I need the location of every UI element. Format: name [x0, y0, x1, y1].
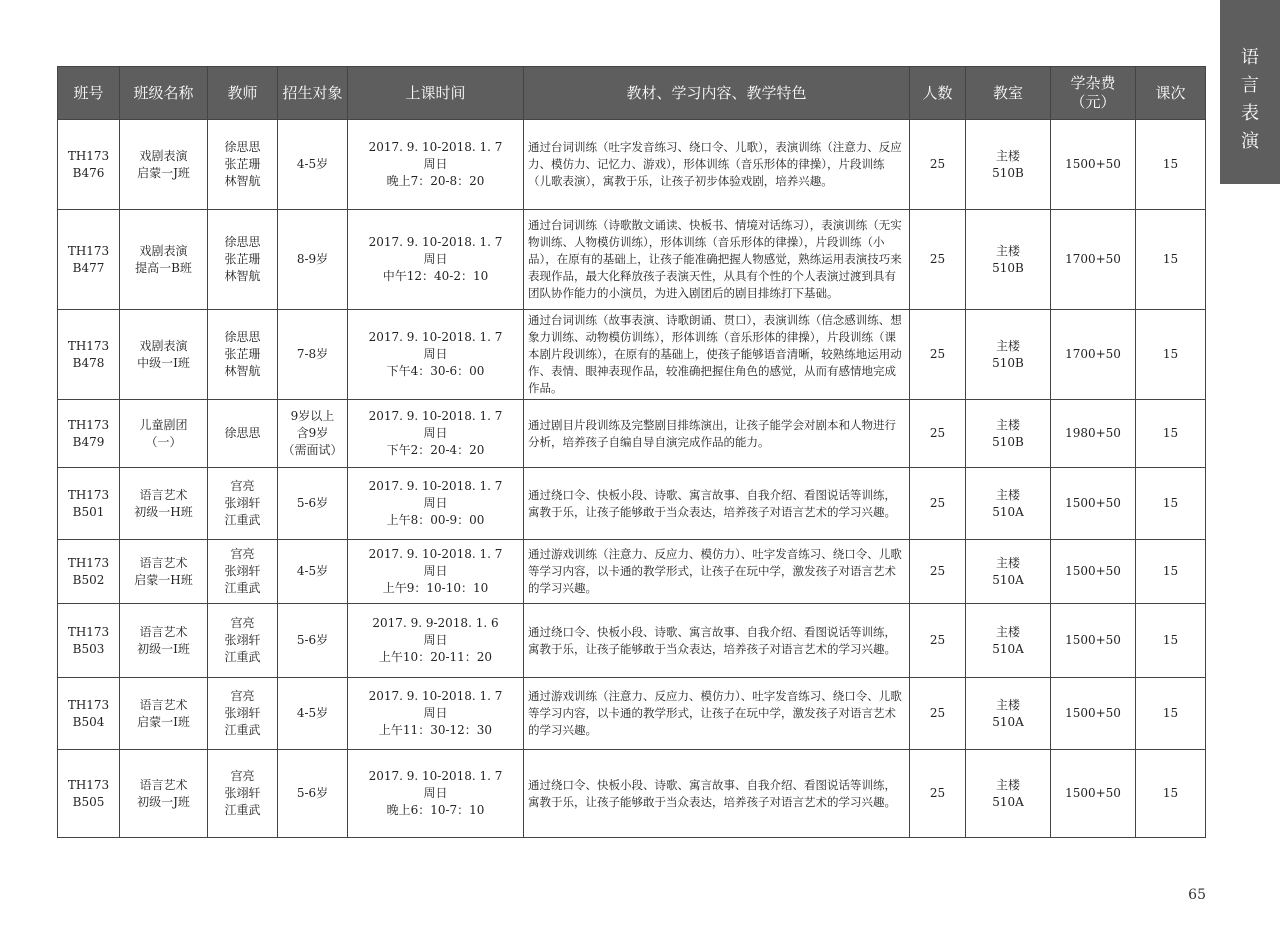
classroom: [966, 678, 1051, 750]
class-time-line: 晚上6：10-7：10: [386, 803, 485, 817]
teacher-line: 宫亮: [230, 547, 255, 561]
class-time-line: 周日: [423, 786, 448, 800]
class-time: [348, 120, 524, 210]
target-age-line: 5-6岁: [296, 786, 329, 800]
side-tab-char: 表: [1241, 103, 1259, 124]
teacher: [208, 468, 278, 540]
class-time-line: 周日: [423, 252, 448, 266]
teacher: [208, 750, 278, 838]
classroom-line: 510A: [992, 714, 1024, 729]
session-count: 15: [1136, 210, 1206, 310]
student-count: 25: [910, 400, 966, 468]
class-name-line: 语言艺术: [139, 624, 188, 639]
class-time-line: 上午11：30-12：30: [378, 723, 493, 737]
class-name-line: 语言艺术: [139, 697, 188, 712]
classroom-line: 主楼: [995, 555, 1020, 570]
class-time-line: 2017. 9. 9-2018. 1. 6: [372, 616, 499, 630]
class-name-line: 戏剧表演: [139, 338, 188, 353]
teacher-line: 张翊轩: [224, 706, 261, 720]
header-count: 人数: [910, 67, 966, 120]
class-code-line: TH173: [67, 624, 110, 639]
fee: 1500+50: [1051, 540, 1136, 604]
session-count: 15: [1136, 678, 1206, 750]
teacher-line: 林智航: [224, 364, 261, 378]
classroom: [966, 468, 1051, 540]
class-time: [348, 210, 524, 310]
course-content: 通过剧目片段训练及完整剧目排练演出，让孩子能学会对剧本和人物进行分析，培养孩子自编自导自演完成作品的能力。: [524, 400, 910, 468]
course-content: 通过绕口令、快板小段、诗歌、寓言故事、自我介绍、看图说话等训练，寓教于乐，让孩子能够敢于当众表达，培养孩子对语言艺术的学习兴趣。: [524, 604, 910, 678]
teacher-line: 徐思思: [224, 140, 261, 154]
target-age-line: （需面试）: [282, 443, 343, 457]
class-code: [58, 604, 120, 678]
header-content: 教材、学习内容、教学特色: [524, 67, 910, 120]
student-count: 25: [910, 120, 966, 210]
course-content: 通过绕口令、快板小段、诗歌、寓言故事、自我介绍、看图说话等训练，寓教于乐，让孩子能够敢于当众表达，培养孩子对语言艺术的学习兴趣。: [524, 750, 910, 838]
table-row: [58, 468, 1206, 540]
fee: 1700+50: [1051, 310, 1136, 400]
session-count: 15: [1136, 540, 1206, 604]
fee: 1500+50: [1051, 604, 1136, 678]
class-time-line: 2017. 9. 10-2018. 1. 7: [368, 235, 503, 249]
class-code-line: B503: [72, 641, 105, 656]
teacher-line: 张翊轩: [224, 786, 261, 800]
class-time: [348, 678, 524, 750]
teacher-line: 张翊轩: [224, 633, 261, 647]
teacher-line: 张芷珊: [224, 347, 261, 361]
teacher-line: 江重武: [224, 581, 261, 595]
teacher-line: 张芷珊: [224, 252, 261, 266]
class-code: [58, 750, 120, 838]
class-time-line: 下午4：30-6：00: [386, 364, 485, 378]
class-code: [58, 678, 120, 750]
section-side-tab: [1220, 0, 1280, 184]
fee: 1500+50: [1051, 468, 1136, 540]
course-content: 通过台词训练（吐字发音练习、绕口令、儿歌），表演训练（注意力、反应力、模仿力、记忆力、游戏），形体训练（音乐形体的律操），片段训练（儿歌表演），寓教于乐，让孩子初步体验戏剧，培养兴趣。: [524, 120, 910, 210]
teacher: [208, 604, 278, 678]
class-name-line: 初级一H班: [134, 504, 193, 519]
teacher: [208, 210, 278, 310]
class-schedule-table: [57, 66, 1206, 838]
classroom: [966, 210, 1051, 310]
class-code: [58, 120, 120, 210]
session-count: 15: [1136, 400, 1206, 468]
header-time: 上课时间: [348, 67, 524, 120]
class-name-line: 启蒙一I班: [137, 714, 190, 729]
student-count: 25: [910, 310, 966, 400]
header-row: [58, 67, 1206, 120]
fee: 1500+50: [1051, 750, 1136, 838]
course-content: 通过游戏训练（注意力、反应力、模仿力）、吐字发音练习、绕口令、儿歌等学习内容，以卡通的教学形式，让孩子在玩中学，激发孩子对语言艺术的学习兴趣。: [524, 540, 910, 604]
student-count: 25: [910, 750, 966, 838]
classroom-line: 510A: [992, 641, 1024, 656]
class-time-line: 2017. 9. 10-2018. 1. 7: [368, 769, 503, 783]
table-row: [58, 604, 1206, 678]
target-age-line: 5-6岁: [296, 633, 329, 647]
class-code-line: B501: [72, 504, 105, 519]
header-fee-label: 学杂费: [1070, 74, 1116, 92]
class-code-line: B504: [72, 714, 105, 729]
classroom: [966, 750, 1051, 838]
class-code: [58, 310, 120, 400]
target-age: [278, 750, 348, 838]
course-content: 通过台词训练（诗歌散文诵读、快板书、情境对话练习），表演训练（无实物训练、人物模仿训练），形体训练（音乐形体的律操），片段训练（小品），在原有的基础上，让孩子能准确把握人物感觉，熟练运用表演技巧来表现作品，最大化释放孩子表演天性，从具有个性的个人表演过渡到具有团队协作能力的小演员，为进入剧团后的剧目排练打下基础。: [524, 210, 910, 310]
class-name-line: 初级一I班: [137, 641, 190, 656]
target-age: [278, 400, 348, 468]
classroom-line: 510B: [992, 355, 1024, 370]
teacher-line: 江重武: [224, 723, 261, 737]
header-fee: [1051, 67, 1136, 120]
course-content: 通过台词训练（故事表演、诗歌朗诵、贯口），表演训练（信念感训练、想象力训练、动物模仿训练），形体训练（音乐形体的律操），片段训练（课本剧片段训练），在原有的基础上，使孩子能够语音清晰，较熟练地运用动作、表情、眼神表现作品，较准确把握住角色的感觉，从而有感情地完成作品。: [524, 310, 910, 400]
header-target: 招生对象: [278, 67, 348, 120]
class-name-line: 戏剧表演: [139, 148, 188, 163]
teacher-line: 江重武: [224, 650, 261, 664]
course-content: 通过游戏训练（注意力、反应力、模仿力）、吐字发音练习、绕口令、儿歌等学习内容，以卡通的教学形式，让孩子在玩中学，激发孩子对语言艺术的学习兴趣。: [524, 678, 910, 750]
class-code-line: TH173: [67, 555, 110, 570]
class-time-line: 上午10：20-11：20: [378, 650, 493, 664]
page-number: 65: [1188, 887, 1206, 903]
table-row: [58, 400, 1206, 468]
target-age: [278, 540, 348, 604]
classroom-line: 510A: [992, 794, 1024, 809]
schedule-body: [58, 120, 1206, 838]
class-code: [58, 468, 120, 540]
teacher-line: 林智航: [224, 269, 261, 283]
class-name-line: 语言艺术: [139, 777, 188, 792]
class-name-line: 语言艺术: [139, 555, 188, 570]
class-time: [348, 400, 524, 468]
fee: 1980+50: [1051, 400, 1136, 468]
class-time-line: 晚上7：20-8：20: [386, 174, 485, 188]
class-time-line: 下午2：20-4：20: [386, 443, 485, 457]
side-tab-char: 语: [1241, 47, 1259, 68]
student-count: 25: [910, 468, 966, 540]
class-code-line: TH173: [67, 338, 110, 353]
class-code-line: TH173: [67, 148, 110, 163]
target-age-line: 4-5岁: [296, 157, 329, 171]
class-name-line: 中级一I班: [137, 355, 190, 370]
classroom: [966, 400, 1051, 468]
table-row: [58, 540, 1206, 604]
class-code-line: B505: [72, 794, 105, 809]
target-age-line: 8-9岁: [296, 252, 329, 266]
target-age: [278, 678, 348, 750]
student-count: 25: [910, 678, 966, 750]
class-time-line: 周日: [423, 706, 448, 720]
class-time-line: 2017. 9. 10-2018. 1. 7: [368, 547, 503, 561]
classroom-line: 主楼: [995, 697, 1020, 712]
side-tab-char: 言: [1241, 75, 1259, 96]
class-code-line: B476: [72, 165, 105, 180]
class-code-line: B479: [72, 434, 105, 449]
classroom-line: 510A: [992, 572, 1024, 587]
table-row: [58, 210, 1206, 310]
teacher-line: 张芷珊: [224, 157, 261, 171]
teacher: [208, 400, 278, 468]
class-time: [348, 310, 524, 400]
class-time-line: 2017. 9. 10-2018. 1. 7: [368, 479, 503, 493]
class-name-line: 初级一J班: [137, 794, 190, 809]
class-time-line: 周日: [423, 347, 448, 361]
teacher-line: 宫亮: [230, 689, 255, 703]
class-name: [120, 120, 208, 210]
teacher-line: 徐思思: [224, 330, 261, 344]
classroom-line: 主楼: [995, 777, 1020, 792]
class-code-line: B477: [72, 260, 105, 275]
fee: 1500+50: [1051, 120, 1136, 210]
class-name: [120, 400, 208, 468]
class-time-line: 上午8：00-9：00: [386, 513, 485, 527]
class-time-line: 周日: [423, 564, 448, 578]
classroom-line: 主楼: [995, 487, 1020, 502]
class-time-line: 周日: [423, 633, 448, 647]
target-age-line: 9岁以上: [290, 409, 335, 423]
class-code: [58, 400, 120, 468]
session-count: 15: [1136, 468, 1206, 540]
target-age: [278, 468, 348, 540]
classroom-line: 510B: [992, 260, 1024, 275]
teacher-line: 林智航: [224, 174, 261, 188]
class-name: [120, 310, 208, 400]
target-age-line: 4-5岁: [296, 564, 329, 578]
table-row: [58, 750, 1206, 838]
teacher-line: 张翊轩: [224, 564, 261, 578]
header-fee-unit: （元）: [1070, 93, 1116, 111]
class-name-line: 语言艺术: [139, 487, 188, 502]
teacher: [208, 540, 278, 604]
teacher-line: 宫亮: [230, 616, 255, 630]
class-code-line: B502: [72, 572, 105, 587]
teacher-line: 宫亮: [230, 769, 255, 783]
target-age: [278, 120, 348, 210]
class-code-line: TH173: [67, 487, 110, 502]
class-name: [120, 678, 208, 750]
class-code: [58, 210, 120, 310]
class-name-line: 启蒙一J班: [137, 165, 190, 180]
class-time: [348, 604, 524, 678]
target-age-line: 含9岁: [296, 426, 329, 440]
header-class-name: 班级名称: [120, 67, 208, 120]
class-time-line: 上午9：10-10：10: [382, 581, 489, 595]
course-content: 通过绕口令、快板小段、诗歌、寓言故事、自我介绍、看图说话等训练，寓教于乐，让孩子能够敢于当众表达，培养孩子对语言艺术的学习兴趣。: [524, 468, 910, 540]
teacher-line: 江重武: [224, 513, 261, 527]
target-age-line: 4-5岁: [296, 706, 329, 720]
header-teacher: 教师: [208, 67, 278, 120]
student-count: 25: [910, 540, 966, 604]
class-time-line: 周日: [423, 157, 448, 171]
teacher: [208, 678, 278, 750]
fee: 1700+50: [1051, 210, 1136, 310]
classroom: [966, 540, 1051, 604]
class-name: [120, 468, 208, 540]
class-code-line: TH173: [67, 243, 110, 258]
class-name-line: （一）: [145, 434, 182, 449]
class-name-line: 启蒙一H班: [134, 572, 193, 587]
table-row: [58, 310, 1206, 400]
class-name-line: 戏剧表演: [139, 243, 188, 258]
teacher: [208, 120, 278, 210]
classroom: [966, 310, 1051, 400]
class-code: [58, 540, 120, 604]
class-code-line: B478: [72, 355, 105, 370]
header-class-code: 班号: [58, 67, 120, 120]
session-count: 15: [1136, 310, 1206, 400]
class-time: [348, 750, 524, 838]
classroom: [966, 120, 1051, 210]
class-name-line: 提高一B班: [135, 260, 192, 275]
class-time: [348, 468, 524, 540]
classroom-line: 主楼: [995, 243, 1020, 258]
header-room: 教室: [966, 67, 1051, 120]
class-name: [120, 604, 208, 678]
classroom-line: 主楼: [995, 417, 1020, 432]
session-count: 15: [1136, 750, 1206, 838]
class-code-line: TH173: [67, 697, 110, 712]
teacher-line: 张翊轩: [224, 496, 261, 510]
target-age-line: 7-8岁: [296, 347, 329, 361]
class-time-line: 2017. 9. 10-2018. 1. 7: [368, 330, 503, 344]
teacher-line: 宫亮: [230, 479, 255, 493]
classroom-line: 主楼: [995, 338, 1020, 353]
session-count: 15: [1136, 604, 1206, 678]
side-tab-char: 演: [1241, 131, 1259, 152]
class-time-line: 2017. 9. 10-2018. 1. 7: [368, 409, 503, 423]
classroom-line: 510B: [992, 434, 1024, 449]
table-row: [58, 120, 1206, 210]
student-count: 25: [910, 210, 966, 310]
header-sessions: 课次: [1136, 67, 1206, 120]
class-time-line: 2017. 9. 10-2018. 1. 7: [368, 689, 503, 703]
class-name: [120, 750, 208, 838]
teacher-line: 徐思思: [224, 426, 261, 440]
target-age: [278, 210, 348, 310]
class-name-line: 儿童剧团: [139, 417, 188, 432]
class-name: [120, 540, 208, 604]
fee: 1500+50: [1051, 678, 1136, 750]
class-time-line: 周日: [423, 426, 448, 440]
classroom-line: 510B: [992, 165, 1024, 180]
student-count: 25: [910, 604, 966, 678]
class-time-line: 2017. 9. 10-2018. 1. 7: [368, 140, 503, 154]
classroom-line: 主楼: [995, 624, 1020, 639]
table-row: [58, 678, 1206, 750]
class-code-line: TH173: [67, 777, 110, 792]
teacher-line: 徐思思: [224, 235, 261, 249]
classroom: [966, 604, 1051, 678]
classroom-line: 510A: [992, 504, 1024, 519]
class-time: [348, 540, 524, 604]
target-age: [278, 310, 348, 400]
teacher-line: 江重武: [224, 803, 261, 817]
class-name: [120, 210, 208, 310]
teacher: [208, 310, 278, 400]
class-code-line: TH173: [67, 417, 110, 432]
class-time-line: 周日: [423, 496, 448, 510]
session-count: 15: [1136, 120, 1206, 210]
target-age: [278, 604, 348, 678]
classroom-line: 主楼: [995, 148, 1020, 163]
class-time-line: 中午12：40-2：10: [382, 269, 489, 283]
target-age-line: 5-6岁: [296, 496, 329, 510]
